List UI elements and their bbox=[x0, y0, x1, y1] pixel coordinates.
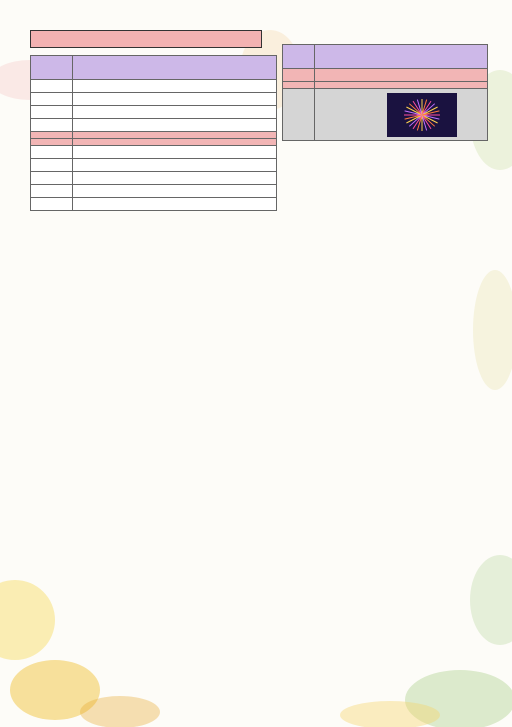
activity-cell bbox=[73, 172, 277, 185]
activity-cell bbox=[73, 185, 277, 198]
activity-cell bbox=[73, 80, 277, 93]
day-cell bbox=[31, 159, 73, 172]
activity-cell bbox=[73, 119, 277, 132]
table-row bbox=[31, 93, 277, 106]
table-row bbox=[31, 146, 277, 159]
day-cell bbox=[283, 69, 315, 82]
table-row bbox=[31, 198, 277, 211]
header-activites bbox=[73, 56, 277, 80]
activity-cell bbox=[73, 106, 277, 119]
table-row bbox=[31, 159, 277, 172]
right-schedule-table bbox=[282, 44, 488, 141]
activity-cell bbox=[73, 93, 277, 106]
header-jours-right bbox=[283, 45, 315, 69]
table-row bbox=[31, 132, 277, 139]
day-cell bbox=[31, 80, 73, 93]
table-row bbox=[283, 82, 488, 89]
header-activites-right bbox=[315, 45, 488, 69]
day-cell bbox=[31, 106, 73, 119]
header-jours bbox=[31, 56, 73, 80]
day-cell bbox=[283, 82, 315, 89]
activity-cell bbox=[73, 146, 277, 159]
table-row bbox=[31, 139, 277, 146]
page-title bbox=[30, 30, 262, 48]
day-cell bbox=[31, 132, 73, 139]
table-row bbox=[31, 119, 277, 132]
activity-cell bbox=[315, 89, 488, 141]
activity-cell bbox=[315, 82, 488, 89]
day-cell bbox=[31, 198, 73, 211]
day-cell bbox=[31, 185, 73, 198]
day-cell bbox=[283, 89, 315, 141]
table-row bbox=[31, 172, 277, 185]
table-row bbox=[31, 80, 277, 93]
activity-cell bbox=[73, 198, 277, 211]
day-cell bbox=[31, 172, 73, 185]
activity-cell bbox=[315, 69, 488, 82]
fireworks-image bbox=[387, 93, 457, 137]
table-row bbox=[283, 69, 488, 82]
activity-cell bbox=[73, 139, 277, 146]
day-cell bbox=[31, 146, 73, 159]
day-cell bbox=[31, 139, 73, 146]
day-cell bbox=[31, 119, 73, 132]
day-cell bbox=[31, 93, 73, 106]
activity-cell bbox=[73, 159, 277, 172]
table-row bbox=[31, 185, 277, 198]
left-schedule-table bbox=[30, 55, 277, 211]
table-row bbox=[31, 106, 277, 119]
table-row bbox=[283, 89, 488, 141]
activity-cell bbox=[73, 132, 277, 139]
